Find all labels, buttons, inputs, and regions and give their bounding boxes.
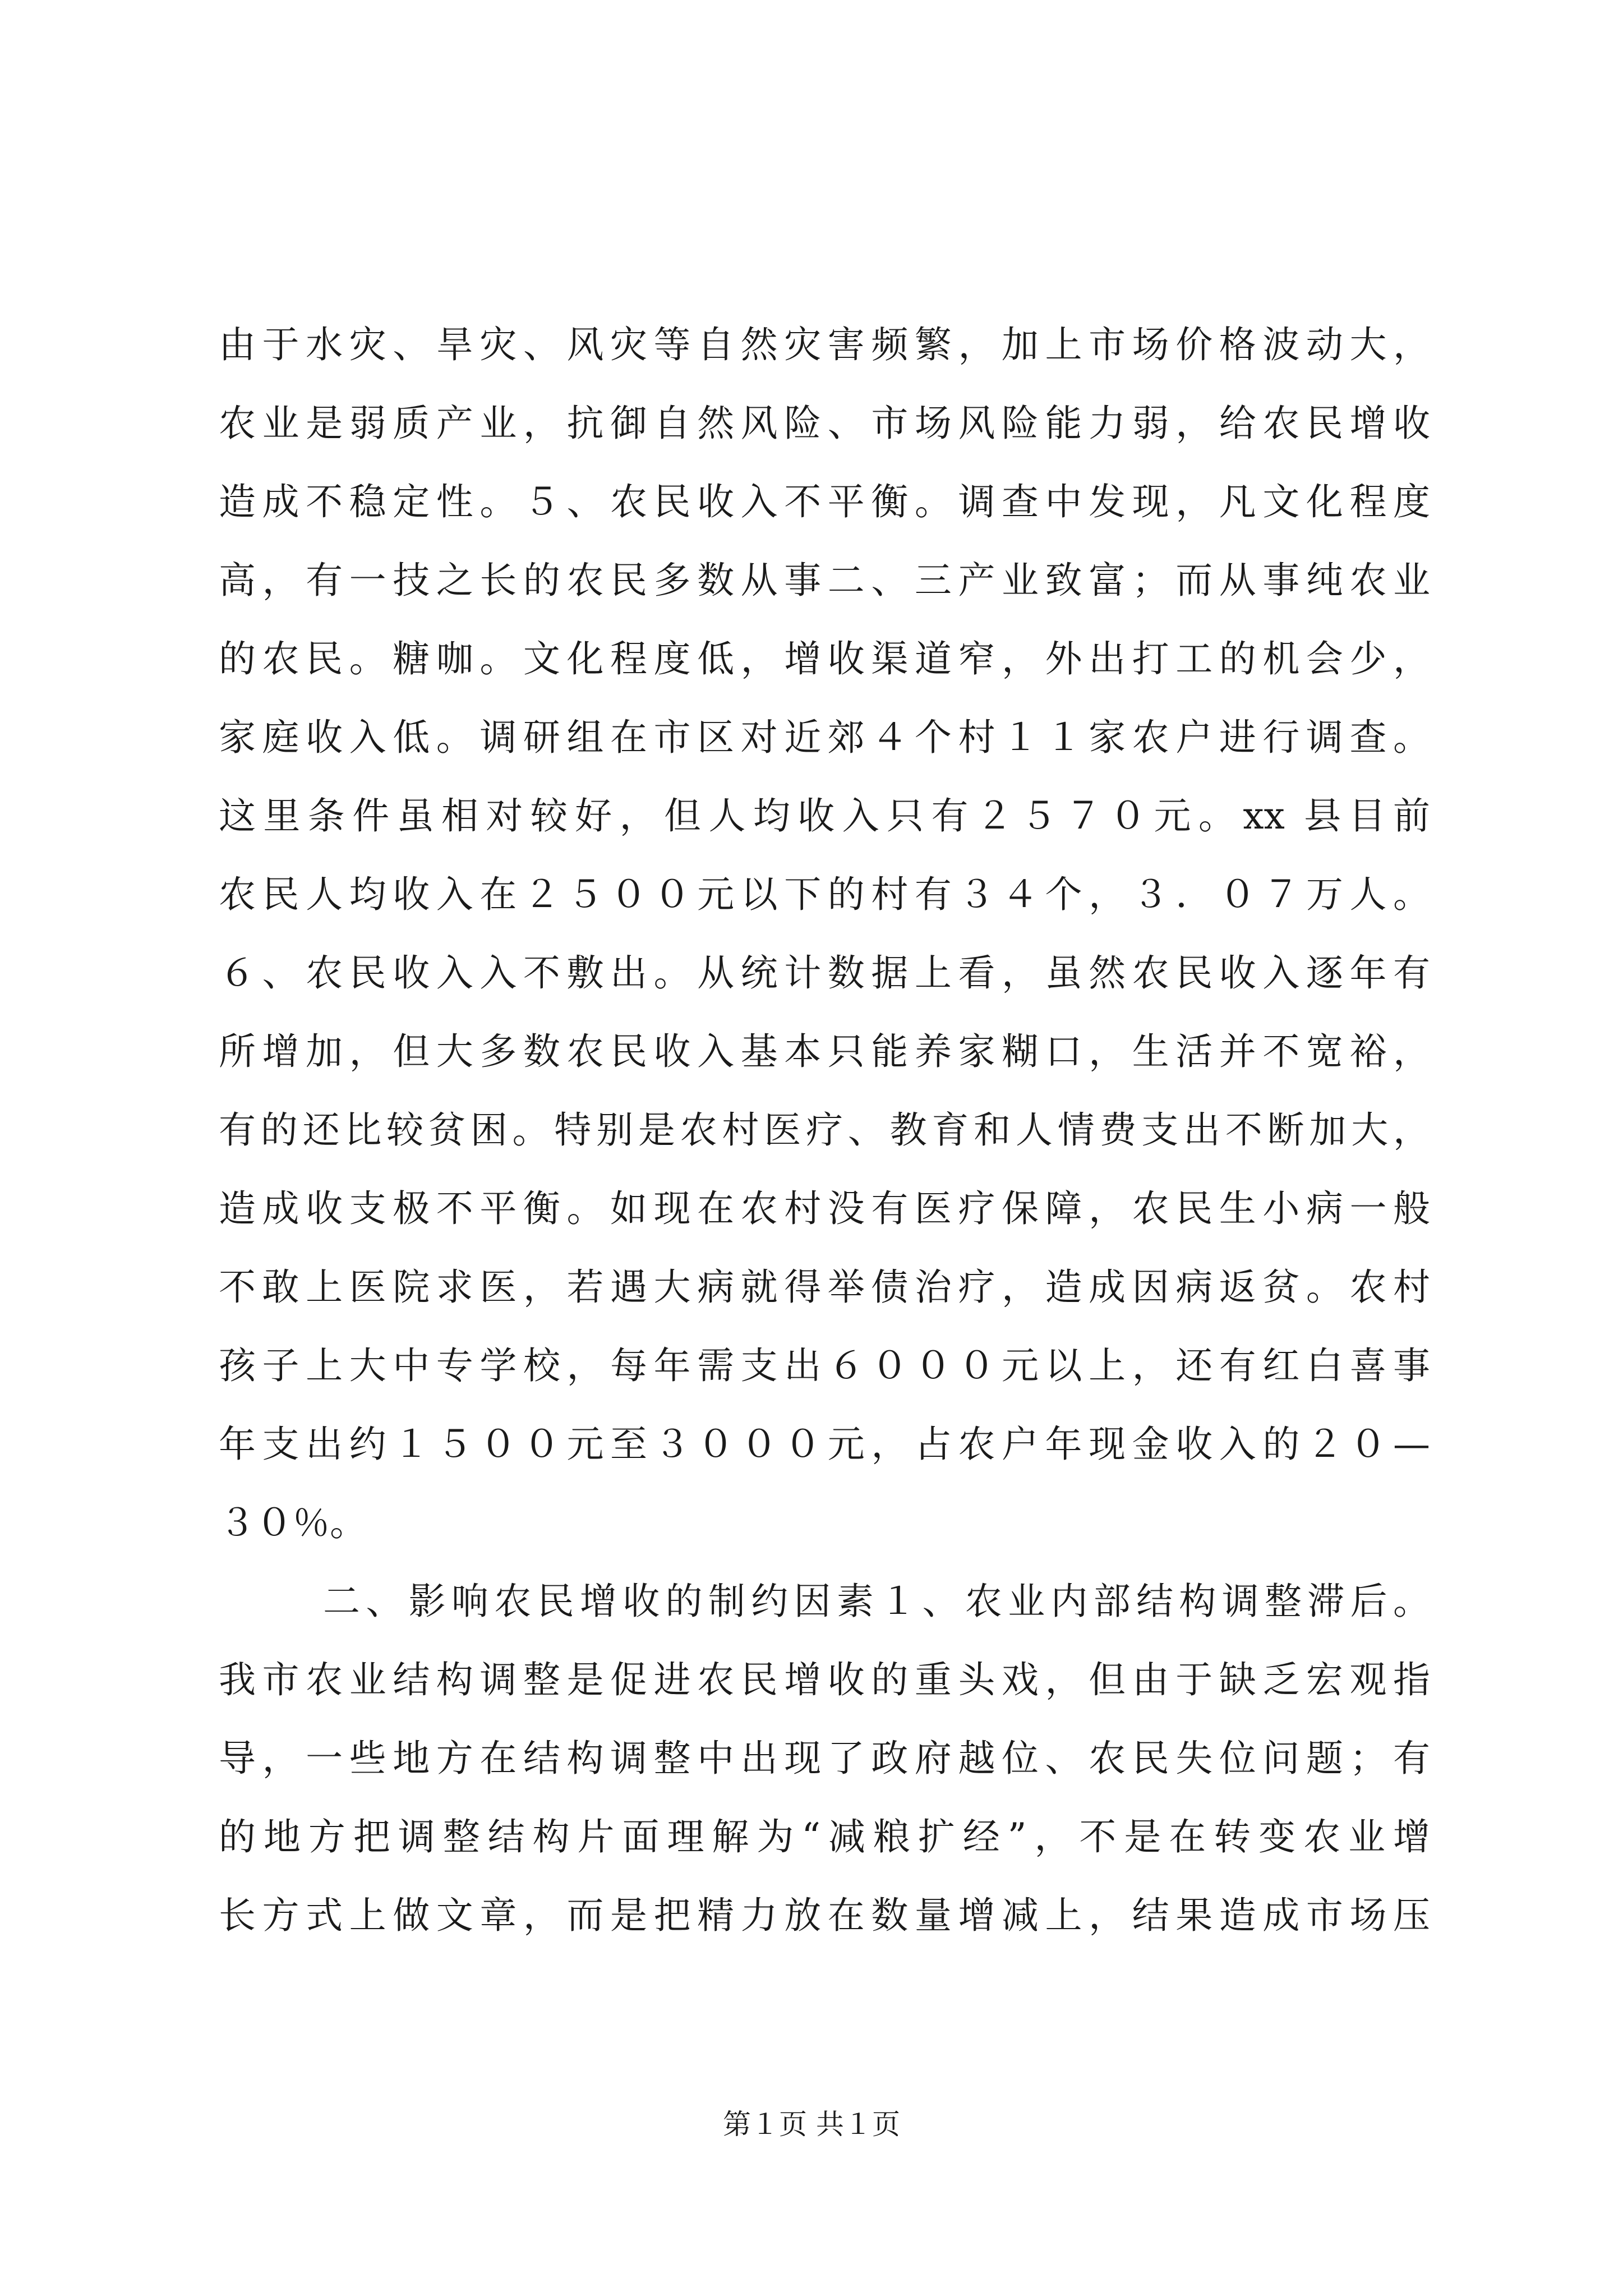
text-line: 的农民。糖咖。文化程度低，增收渠道窄，外出打工的机会少， xyxy=(219,637,1430,680)
text-line: 造成收支极不平衡。如现在农村没有医疗保障，农民生小病一般 xyxy=(219,1187,1430,1230)
paragraph-heading-line: 二、影响农民增收的制约因素１、农业内部结构调整滞后。 xyxy=(323,1580,1430,1623)
text-line: 由于水灾、旱灾、风灾等自然灾害频繁，加上市场价格波动大， xyxy=(219,323,1430,366)
text-line: 高，有一技之长的农民多数从事二、三产业致富；而从事纯农业 xyxy=(219,559,1430,602)
text-line: 导，一些地方在结构调整中出现了政府越位、农民失位问题；有 xyxy=(219,1737,1430,1780)
text-line: 农业是弱质产业，抗御自然风险、市场风险能力弱，给农民增收 xyxy=(219,402,1430,445)
page-footer: 第１页 共１页 xyxy=(723,2108,900,2141)
text-line: 我市农业结构调整是促进农民增收的重头戏，但由于缺乏宏观指 xyxy=(219,1658,1430,1701)
text-line: 长方式上做文章，而是把精力放在数量增减上，结果造成市场压 xyxy=(219,1894,1430,1937)
text-line: 有的还比较贫困。特别是农村医疗、教育和人情费支出不断加大， xyxy=(219,1108,1430,1152)
text-line: 的地方把调整结构片面理解为“减粮扩经”，不是在转变农业增 xyxy=(219,1815,1430,1858)
text-line: 家庭收入低。调研组在市区对近郊４个村１１家农户进行调查。 xyxy=(219,716,1430,759)
text-line: ３０％。 xyxy=(219,1501,367,1544)
text-line: ６、农民收入入不敷出。从统计数据上看，虽然农民收入逐年有 xyxy=(219,951,1430,995)
text-line: 孩子上大中专学校，每年需支出６０００元以上，还有红白喜事 xyxy=(219,1344,1430,1387)
text-line: 年支出约１５００元至３０００元，占农户年现金收入的２０— xyxy=(219,1423,1430,1466)
text-line: 这里条件虽相对较好，但人均收入只有２５７０元。xx 县目前 xyxy=(219,794,1430,838)
text-line: 农民人均收入在２５００元以下的村有３４个，３．０７万人。 xyxy=(219,873,1430,916)
text-line: 造成不稳定性。５、农民收入不平衡。调查中发现，凡文化程度 xyxy=(219,480,1430,523)
text-line: 不敢上医院求医，若遇大病就得举债治疗，造成因病返贫。农村 xyxy=(219,1266,1430,1309)
text-line: 所增加，但大多数农民收入基本只能养家糊口，生活并不宽裕， xyxy=(219,1030,1430,1073)
document-body xyxy=(219,306,1430,1955)
